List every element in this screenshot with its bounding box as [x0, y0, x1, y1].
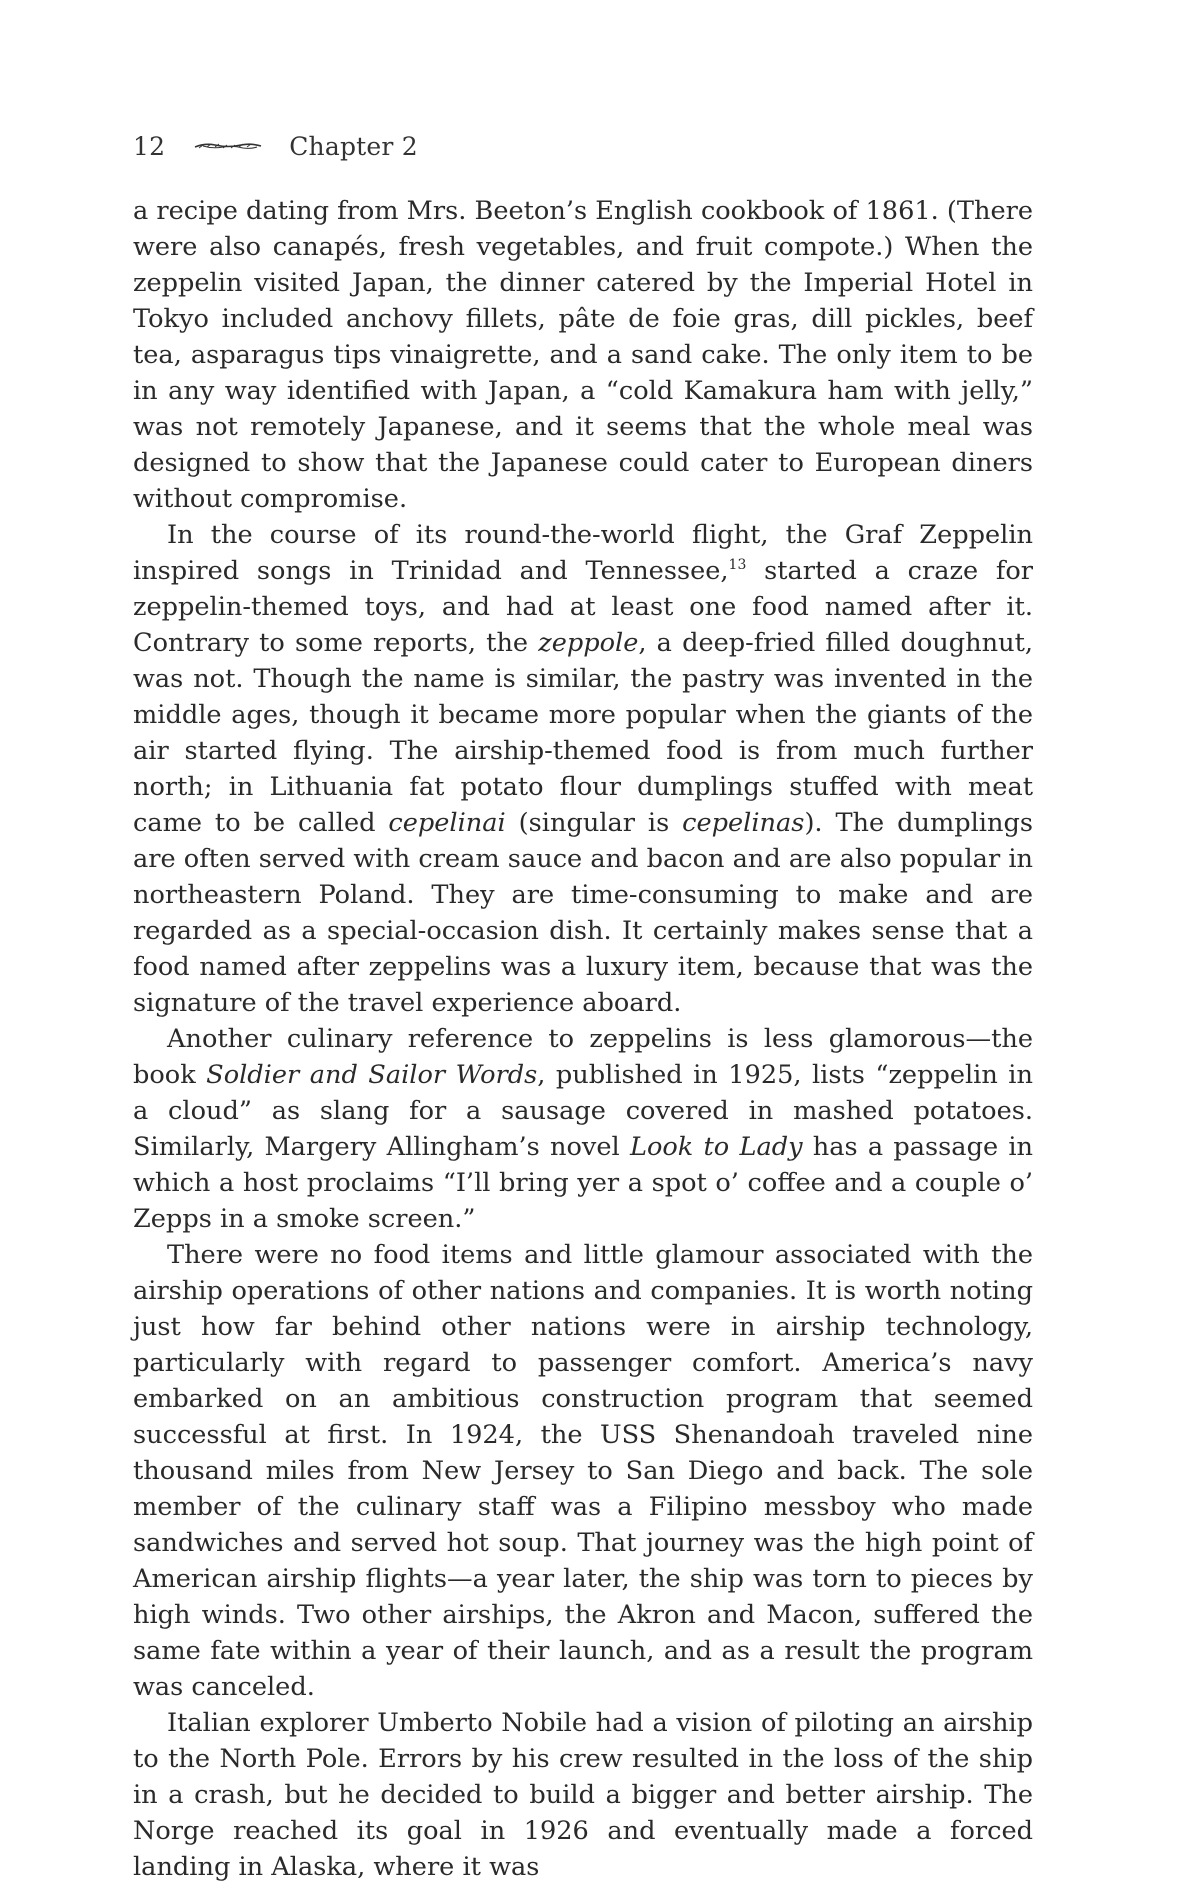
text-run: started a craze for zeppelin-themed toys, and had at least one food named after it. Contrary to some reports, the	[133, 556, 1033, 658]
paragraph	[133, 1021, 1033, 1237]
italic-text: Look to Lady	[629, 1132, 803, 1162]
text-run: There were no food items and little glamour associated with the airship operations of other nations and companies. It is worth noting just how far behind other nations were in airship technology, particularly with regard to passenger comfort. America’s navy embarked on an ambitious construction program that seemed successful at first. In 1924, the USS Shenandoah traveled nine thousand miles from New Jersey to San Diego and back. The sole member of the culinary staff was a Filipino messboy who made sandwiches and served hot soup. That journey was the high point of American airship flights—a year later, the ship was torn to pieces by high winds. Two other airships, the Akron and Macon, suffered the same fate within a year of their launch, and as a result the program was canceled.	[133, 1240, 1033, 1702]
paragraph	[133, 1237, 1033, 1705]
text-run: , published in 1925, lists “zeppelin in a cloud” as slang for a sausage covered in mashed potatoes. Similarly, Margery Allingham’s novel	[133, 1060, 1033, 1162]
text-run: (singular is	[505, 808, 683, 838]
italic-text: zeppole	[538, 628, 639, 658]
text-run: a recipe dating from Mrs. Beeton’s English cookbook of 1861. (There were also canapés, fresh vegetables, and fruit compote.) When the zeppelin visited Japan, the dinner catered by the Imperial Hotel in Tokyo included anchovy fillets, pâte de foie gras, dill pickles, beef tea, asparagus tips vinaigrette, and a sand cake. The only item to be in any way identified with Japan, a “cold Kamakura ham with jelly,” was not remotely Japanese, and it seems that the whole meal was designed to show that the Japanese could cater to European diners without compromise.	[133, 196, 1033, 514]
footnote-ref: 13	[728, 557, 747, 573]
text-run: Italian explorer Umberto Nobile had a vision of piloting an airship to the North Pole. Errors by his crew resulted in the loss of the ship in a crash, but he decided to build a bigger and better airship. The Norge reached its goal in 1926 and eventually made a forced landing in Alaska, where it was	[133, 1708, 1033, 1882]
italic-text: cepelinai	[388, 808, 506, 838]
text-run: has a passage in which a host proclaims “I’ll bring yer a spot o’ coffee and a couple o’ Zepps in a smoke screen.”	[133, 1132, 1034, 1234]
text-run: In the course of its round-the-world flight, the Graf Zeppelin inspired songs in Trinidad and Tennessee,	[133, 520, 1033, 586]
text-run: Another culinary reference to zeppelins is less glamorous—the book	[133, 1024, 1033, 1090]
text-run: ). The dumplings are often served with cream sauce and bacon and are also popular in northeastern Poland. They are time-consuming to make and are regarded as a special-occasion dish. It certainly makes sense that a food named after zeppelins was a luxury item, because that was the signature of the travel experience aboard.	[133, 808, 1033, 1018]
italic-text: cepelinas	[682, 808, 805, 838]
text-run: , a deep-fried filled doughnut, was not. Though the name is similar, the pastry was invented in the middle ages, though it became more popular when the giants of the air started flying. The airship-themed food is from much further north; in Lithuania fat potato flour dumplings stuffed with meat came to be called	[133, 628, 1033, 838]
body-text	[133, 193, 1033, 1885]
paragraph	[133, 1705, 1033, 1885]
paragraph	[133, 193, 1033, 517]
page-number: 12	[133, 131, 166, 161]
ornament-rule-icon	[193, 139, 263, 153]
italic-text: Soldier and Sailor Words	[206, 1060, 538, 1090]
running-head	[133, 128, 418, 164]
chapter-title: Chapter 2	[289, 131, 418, 161]
paragraph	[133, 517, 1033, 1021]
